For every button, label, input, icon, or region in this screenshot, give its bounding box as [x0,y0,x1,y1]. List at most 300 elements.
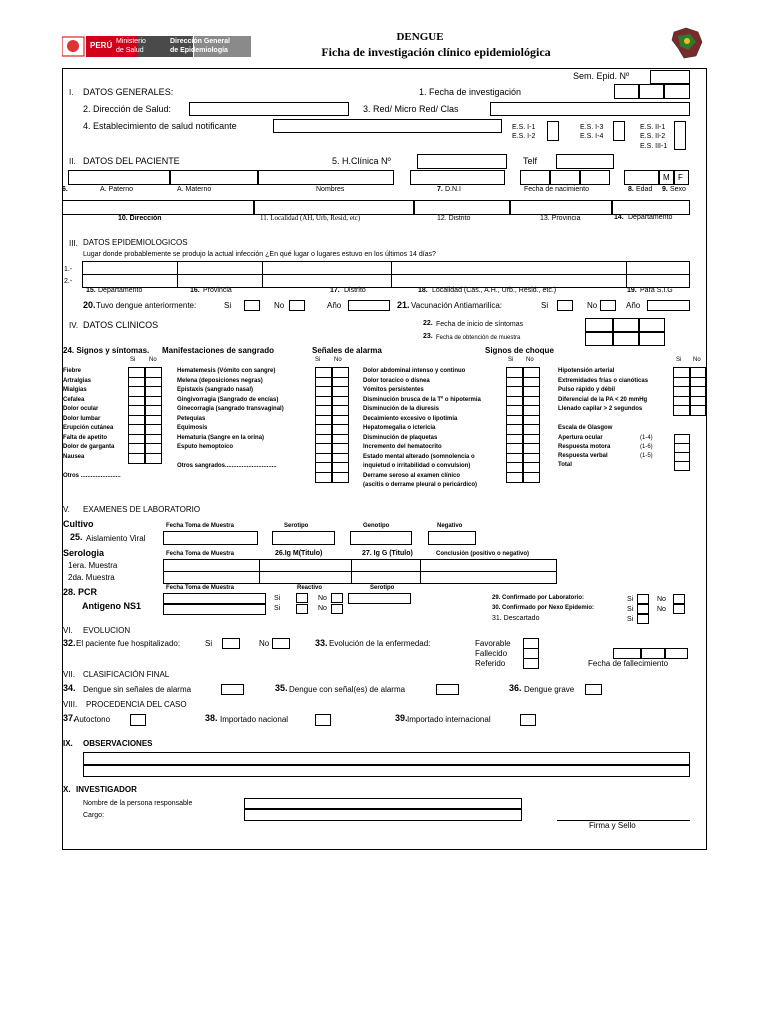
cargo-label: Cargo: [83,812,105,819]
lugar2-localidad[interactable] [392,275,627,288]
pcr-si-checkbox[interactable] [296,593,308,603]
choque-label: Extremidades frías o cianóticas [558,378,649,384]
item37-number: 37. [63,713,76,723]
section-viii-title: PROCEDENCIA DEL CASO [86,700,187,709]
fnac-month[interactable] [550,170,580,185]
conf-lab-no-label: No [657,596,666,603]
sangrado-label: Equimosis [177,425,208,431]
sangrado-label: Ginecorragia (sangrado transvaginal) [177,406,284,412]
choque-label: Hipotensión arterial [558,368,615,374]
sintoma-label: Nausea [63,454,85,460]
tuvo-si-label: Si [224,301,232,310]
cho2-si-head: Si [676,357,682,363]
es-ii2-label: E.S. II-2 [640,133,666,140]
item17-number: 17. [330,287,340,294]
sangrado-label: Esputo hemoptoico [177,444,233,450]
sangrado-label: Melena (deposiciones negras) [177,378,263,384]
lugar1-sig[interactable] [627,262,690,275]
obtencion-label: Fecha de obtención de muestra [436,335,521,341]
logo-ministry-line1: Ministerio [116,38,146,45]
dni-field[interactable] [410,170,505,185]
descartado-label: 31. Descartado [492,615,540,622]
cargo-field[interactable] [244,809,522,821]
vac-si-label: Si [541,301,549,310]
tuvo-no-checkbox[interactable] [289,300,305,311]
glasgow-score-field[interactable] [674,461,690,471]
otros-sintomas: Otros ........................ [63,473,121,479]
autoctono-label: Autoctono [74,715,111,724]
importado-nacional-label: Importado nacional [220,715,289,724]
logo-country: PERÚ [90,41,113,50]
telf-label: Telf [523,156,538,166]
conf-nexo-no-checkbox[interactable] [673,604,685,614]
conf-lab-si-checkbox[interactable] [637,594,649,604]
alarma-label: (ascitis o derrame pleural o pericárdico) [363,482,478,488]
lugar2-distrito[interactable] [263,275,392,288]
sintoma-label: Artralgias [63,378,92,384]
pcr-fecha-head: Fecha Toma de Muestra [166,585,234,591]
item38-number: 38. [205,713,218,723]
item18-number: 18. [418,287,428,294]
clasif35-checkbox[interactable] [436,684,459,695]
hosp-no-checkbox[interactable] [272,638,290,649]
choque-header: Signos de choque [485,346,554,355]
section-ii-number: II. [69,157,76,166]
sintoma-label: Dolor de garganta [63,444,115,450]
tuvo-dengue-label: Tuvo dengue anteriormente: [96,301,197,310]
item16-number: 16. [190,287,200,294]
hclinica-field[interactable] [417,154,507,169]
fecha-inv-month[interactable] [639,84,664,99]
igg-head: 27. Ig G (Titulo) [362,550,413,557]
alarma-label: Dolor abdominal intenso y continuo [363,368,466,374]
descartado-si-checkbox[interactable] [637,614,649,624]
sintoma-label: Cefalea [63,397,85,403]
item23-number: 23. [423,333,433,340]
dep-label: Departamento [98,287,143,294]
lugar1-distrito[interactable] [263,262,392,275]
sangrado-label: Hematemesis (Vómito con sangre) [177,368,276,374]
aislamiento-genotipo[interactable] [350,531,412,545]
section-iii-number: III. [69,239,78,248]
ns1-no-label: No [318,605,327,612]
evolucion-label: Evolución de la enfermedad: [329,639,431,648]
section-vii-title: CLASIFICACIÓN FINAL [83,670,170,679]
paterno-label: A. Paterno [100,186,134,193]
item20-number: 20. [83,300,96,310]
lugar1-provincia[interactable] [178,262,263,275]
hosp-no-label: No [259,639,270,648]
departamento-field[interactable] [612,200,690,215]
m2-conclusion[interactable] [421,572,557,584]
sangrado-si-checkbox[interactable] [315,472,332,483]
hclinica-label: 5. H.Clínica Nº [332,156,391,166]
vac-anio-field[interactable] [647,300,690,311]
conf-nexo-no-label: No [657,606,666,613]
choque-no-checkbox[interactable] [690,405,706,416]
importado-internacional-label: Importado internacional [407,715,491,724]
muestra1-label: 1era. Muestra [68,561,118,570]
sig-no-head: No [149,357,157,363]
ns1-si-checkbox[interactable] [296,604,308,614]
alarma-label: Incremento del hematocrito [363,444,442,450]
departamento-label: Departamento [628,214,673,221]
item32-number: 32. [63,638,76,648]
pcr-serotipo[interactable] [348,593,411,604]
sintoma-label: Falta de apetito [63,435,108,441]
materno-label: A. Materno [177,186,212,193]
glasgow-range-label: (1-5) [640,453,653,459]
direccion-salud-label: 2. Dirección de Salud: [83,104,172,114]
muestra2-label: 2da. Muestra [68,573,115,582]
direccion-salud-field[interactable] [189,102,349,116]
conf-lab-si-label: Si [627,596,634,603]
red-field[interactable] [490,102,690,116]
cultivo-negativo-head: Negativo [437,523,463,529]
glasgow-range-label: (1-6) [640,444,653,450]
row2-label: 2.- [64,278,73,285]
section-iii-title: DATOS EPIDEMIOLOGICOS [83,238,188,247]
lugar1-departamento[interactable] [83,262,178,275]
item19-number: 19. [627,287,637,294]
alarma-label: Disminución de la diuresis [363,406,440,412]
dni-label: D.N.I [445,186,461,193]
section-ix-number: IX. [63,739,73,748]
alarma-label: Estado mental alterado (somnolencia o [363,454,475,460]
lugar1-localidad[interactable] [392,262,627,275]
edad-label: Edad [636,186,653,193]
firma-label: Firma y Sello [589,821,636,830]
item33-number: 33. [315,638,328,648]
sig-si-head: Si [130,357,136,363]
sangrado-no-checkbox[interactable] [332,472,349,483]
ns1-label: Antigeno NS1 [82,601,142,611]
telf-field[interactable] [556,154,614,169]
favorable-label: Favorable [475,639,511,648]
es-iii1-label: E.S. III-1 [640,143,668,150]
es-i1-label: E.S. I-1 [512,124,536,131]
cultivo-serotipo-head: Serotipo [284,523,309,529]
otros-sangrados: Otros sangrados............................... [177,463,277,469]
cultivo-genotipo-head: Genotipo [363,523,390,529]
item21-number: 21. [397,300,410,310]
sem-epid-label: Sem. Epid. Nº [573,71,630,81]
glasgow-item-label: Respuesta motora [558,444,611,450]
alarma-label: Disminución brusca de la Tº o hipotermia [363,397,481,403]
fnac-day[interactable] [520,170,550,185]
logo-dir-line2: de Epidemiología [170,47,228,54]
alarma-label: Disminución de plaquetas [363,435,438,441]
conf-nexo-si-label: Si [627,606,634,613]
fallecido-label: Fallecido [475,649,508,658]
logo-ministry-line2: de Salud [116,47,144,54]
pcr-no-label: No [318,595,327,602]
inicio-month[interactable] [613,318,639,332]
lugares-table [82,261,690,288]
fecha-inv-year[interactable] [664,84,690,99]
tuvo-anio-label: Año [327,301,342,310]
vac-anio-label: Año [626,301,641,310]
lugar2-provincia[interactable] [178,275,263,288]
item9-number: 9. [662,186,668,193]
sero-fecha-head: Fecha Toma de Muestra [166,551,234,557]
signos-header: 24. Signos y síntomas. [63,346,150,355]
choque-si-checkbox[interactable] [673,405,690,416]
section-vi-number: VI. [63,626,73,635]
tuvo-anio-field[interactable] [348,300,390,311]
nombres-field[interactable] [258,170,394,185]
es-ii-iii-checkbox[interactable] [674,121,686,150]
section-x-title: INVESTIGADOR [76,785,137,794]
fecha-fallecimiento-label: Fecha de fallecimiento [588,659,669,668]
m1-conclusion[interactable] [421,560,557,572]
sangrado-label: Petequias [177,416,206,422]
m1-igm[interactable] [260,560,352,572]
localidad-field[interactable] [254,200,414,215]
vacunacion-label: Vacunación Antiamarilica: [411,301,503,310]
glasgow-label: Escala de Glasgow [558,425,613,431]
serologia-label: Serologia [63,548,105,558]
sangrado-label: Hematuria (Sangre en la orina) [177,435,265,441]
reactivo-head: Reactivo [297,585,323,591]
aislamiento-negativo[interactable] [428,531,476,545]
lugar2-sig[interactable] [627,275,690,288]
peru-map-icon [668,26,706,60]
m2-fecha[interactable] [164,572,260,584]
confirmado-nexo-label: 30. Confirmado por Nexo Epidemio: [492,605,595,611]
glasgow-item-label: Apertura ocular [558,435,603,441]
conclusion-head: Conclusión (positivo o negativo) [436,551,529,557]
cho-si-head: Si [508,357,514,363]
conf-nexo-si-checkbox[interactable] [637,604,649,614]
alarma-label: Derrame seroso al examen clínico [363,473,461,479]
choque-label: Pulso rápido y débil [558,387,616,393]
item22-number: 22. [423,320,433,327]
apellido-paterno-field[interactable] [68,170,170,185]
provincia-field[interactable] [510,200,612,215]
alarma-label: Hepatomegalia o ictericia [363,425,436,431]
fecha-inv-day[interactable] [614,84,639,99]
red-label: 3. Red/ Micro Red/ Clas [363,104,459,114]
conf-lab-no-checkbox[interactable] [673,594,685,604]
pcr-no-checkbox[interactable] [331,593,343,603]
observaciones-line1[interactable] [83,752,690,765]
referido-label: Referido [475,659,506,668]
logo-dir-line1: Dirección General [170,38,230,45]
fallecimiento-month[interactable] [641,648,665,659]
provincia-label: 13. Provincia [540,215,581,222]
ns1-fecha[interactable] [163,604,266,615]
prov-label: Provincia [203,287,232,294]
sintoma-label: Dolor lumbar [63,416,101,422]
item8-number: 8. [628,186,634,193]
cho-no-head: No [526,357,534,363]
observaciones-line2[interactable] [83,765,690,777]
distrito-field[interactable] [414,200,510,215]
aislamiento-label: Aislamiento Viral [86,534,146,543]
alarma-si-checkbox[interactable] [506,472,523,483]
direccion-label: 10. Dirección [118,215,162,222]
choque-label: Llenado capilar > 2 segundos [558,406,643,412]
edad-field[interactable] [624,170,659,185]
form-subtitle: Ficha de investigación clínico epidemiológica [321,45,551,59]
sem-epid-field[interactable] [650,70,690,84]
clasif34-label: Dengue sin señales de alarma [83,685,192,694]
sangrado-header: Manifestaciones de sangrado [162,346,275,355]
section-iv-number: IV. [69,321,79,330]
section-i-title: DATOS GENERALES: [83,87,174,97]
nombre-responsable-field[interactable] [244,798,522,809]
ns1-no-checkbox[interactable] [331,604,343,614]
m1-fecha[interactable] [164,560,260,572]
es-i3-label: E.S. I-3 [580,124,604,131]
section-vii-number: VII. [63,670,76,679]
nombre-responsable-label: Nombre de la persona responsable [83,800,193,807]
es-i4-label: E.S. I-4 [580,133,604,140]
item15-number: 15. [86,287,96,294]
sintoma-no-checkbox[interactable] [145,453,162,464]
es-ii1-label: E.S. II-1 [640,124,666,131]
item14-number: 14. [614,214,624,221]
aislamiento-fecha[interactable] [163,531,258,545]
localidad-label: 11. Localidad (AH, Urb, Resid, etc) [260,214,361,222]
fnac-label: Fecha de nacimiento [524,186,589,193]
sexo-m-label: M [663,173,670,182]
hosp-si-label: Si [205,639,213,648]
section-ix-title: OBSERVACIONES [83,739,153,748]
section-viii-number: VIII. [63,700,78,709]
pcr-serotipo-head: Serotipo [370,585,395,591]
glasgow-range-label: (1-4) [640,435,653,441]
row1-label: 1.- [64,266,73,273]
alarma-label: Vómitos persistentes [363,387,424,393]
sintoma-label: Erupción cutánea [63,425,114,431]
importado-nacional-checkbox[interactable] [315,714,331,726]
hospitalizado-label: El paciente fue hospitalizado: [76,639,181,648]
cultivo-fecha-head: Fecha Toma de Muestra [166,523,234,529]
m2-igm[interactable] [260,572,352,584]
clasif36-checkbox[interactable] [585,684,602,695]
apellido-materno-field[interactable] [170,170,258,185]
vac-si-checkbox[interactable] [557,300,573,311]
lugar2-departamento[interactable] [83,275,178,288]
inicio-label: Fecha de inicio de síntomas [436,321,524,328]
distrito-label: 12. Distrito [437,215,471,222]
establecimiento-field[interactable] [273,119,502,133]
igm-head: 26.Ig M(Titulo) [275,550,323,557]
inicio-year[interactable] [639,318,665,332]
form-title: DENGUE [396,31,444,43]
sexo-f-label: F [678,173,683,182]
section-v-title: EXAMENES DE LABORATORIO [83,505,201,514]
sintoma-label: Dolor ocular [63,406,99,412]
lugar-question: Lugar donde probablemente se produjo la actual infección ¿En qué lugar o lugares estuvo en los últimos 14 días? [83,251,436,258]
sig-label: Para S.I.G [640,287,673,294]
section-x-number: X. [63,785,71,794]
section-ii-title: DATOS DEL PACIENTE [83,156,180,166]
referido-checkbox[interactable] [523,658,539,669]
ala-no-head: No [334,357,342,363]
autoctono-checkbox[interactable] [130,714,146,726]
tuvo-si-checkbox[interactable] [244,300,260,311]
aislamiento-serotipo[interactable] [272,531,335,545]
item36-number: 36. [509,683,522,693]
fecha-investigacion-label: 1. Fecha de investigación [419,87,522,97]
clasif35-label: Dengue con señal(es) de alarma [289,685,406,694]
glasgow-item-label: Total [558,462,572,468]
vac-no-label: No [587,301,598,310]
m1-igg[interactable] [352,560,421,572]
m2-igg[interactable] [352,572,421,584]
obtencion-day[interactable] [585,332,613,346]
tuvo-no-label: No [274,301,285,310]
serologia-table [163,559,557,584]
es-i2-label: E.S. I-2 [512,133,536,140]
sintoma-label: Mialgias [63,387,87,393]
dist-label: Distrito [344,287,366,294]
alarma-label: Decaimiento excesivo o lipotimia [363,416,458,422]
sintoma-label: Fiebre [63,368,82,374]
ala-si-head: Si [315,357,321,363]
glasgow-item-label: Respuesta verbal [558,453,608,459]
fallecimiento-year[interactable] [665,648,688,659]
section-iv-title: DATOS CLINICOS [83,320,159,330]
inicio-day[interactable] [585,318,613,332]
importado-internacional-checkbox[interactable] [520,714,536,726]
sexo-label: Sexo [670,186,686,193]
es-i3-i4-checkbox[interactable] [613,121,625,141]
nombres-label: Nombres [316,186,345,193]
descartado-si-label: Si [627,616,634,623]
item6-number: 6. [62,186,68,193]
alarma-label: Dolor toracico o disnea [363,378,430,384]
item7-number: 7. [437,186,443,193]
clasif34-checkbox[interactable] [221,684,244,695]
alarma-label: inquietud o irritabilidad o convulsion) [363,463,471,469]
choque-label: Diferencial de la PA < 20 mmHg [558,397,648,403]
loc-label: Localidad (Cas., A.H., Urb., Resid., etc.) [432,287,557,294]
item34-number: 34. [63,683,76,693]
ns1-si-label: Si [274,605,281,612]
cultivo-label: Cultivo [63,519,94,529]
fallecimiento-day[interactable] [613,648,641,659]
sangrado-label: Gingivorragia (Sangrado de encías) [177,397,279,403]
sintoma-si-checkbox[interactable] [128,453,145,464]
establecimiento-label: 4. Establecimiento de salud notificante [83,121,237,131]
section-i-number: I. [69,88,74,97]
alarma-no-checkbox[interactable] [523,472,540,483]
item39-number: 39. [395,713,408,723]
pcr-label: 28. PCR [63,587,98,597]
sangrado-label: Epistaxis (sangrado nasal) [177,387,254,393]
fnac-year[interactable] [580,170,610,185]
pcr-fecha[interactable] [163,593,266,604]
hosp-si-checkbox[interactable] [222,638,240,649]
clasif36-label: Dengue grave [524,685,575,694]
confirmado-lab-label: 29. Confirmado por Laboratorio: [492,595,585,601]
obtencion-month[interactable] [613,332,639,346]
section-vi-title: EVOLUCION [83,626,131,635]
item35-number: 35. [275,683,288,693]
direccion-field[interactable] [62,200,254,215]
item25-number: 25. [70,532,83,542]
vac-no-checkbox[interactable] [600,300,616,311]
es-i1-i2-checkbox[interactable] [547,121,559,141]
section-v-number: V. [63,505,70,514]
obtencion-year[interactable] [639,332,665,346]
pcr-si-label: Si [274,595,281,602]
cho2-no-head: No [693,357,701,363]
